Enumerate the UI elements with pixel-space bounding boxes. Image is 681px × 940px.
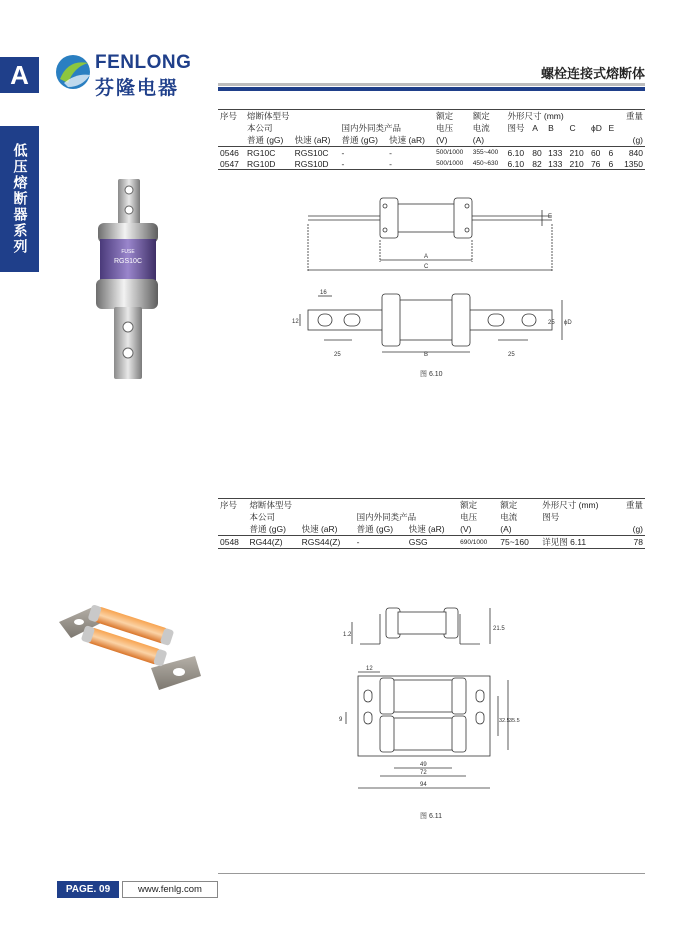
header-rule [218,83,645,86]
col-b: B [548,123,554,133]
col-volt-unit: (V) [434,134,471,147]
col-weight-unit: (g) [618,523,645,536]
dim-label: 9 [339,717,343,723]
brand-name-cn: 芬隆电器 [95,77,180,99]
header-rule-accent [218,87,645,91]
col-curr: 额定 [471,110,506,123]
dim-label: 16 [320,290,327,296]
col-gg2: 普通 (gG) [340,134,388,147]
col-ar: 快速 (aR) [293,134,340,147]
col-curr: 额定 [498,499,540,512]
col-seq: 序号 [218,110,245,123]
spec-table-2 [218,498,645,549]
col-company: 本公司 [247,123,273,133]
fenlong-logo-icon [54,53,94,91]
col-ar2: 快速 (aR) [387,134,434,147]
fuse-label-text: FUSE [121,249,135,255]
col-d: ϕD [590,123,602,133]
col-model: 熔断体型号 [248,499,459,512]
table-row: 0547 RG10D RGS10D - - 500/1000 450~630 6.10 82 133 210 76 6 1350 [220,158,643,169]
footer-rule [218,873,645,874]
dim-label: ϕD [564,320,572,326]
side-category-label: 低压熔断器系列 [0,126,39,272]
dim-label: 25 [334,352,341,358]
col-ar: 快速 (aR) [300,523,355,536]
dim-label: 94 [420,782,427,788]
fuse-model-text: RGS10C [113,258,143,265]
col-curr-unit: (A) [498,523,540,536]
col-e: E [608,123,615,133]
col-weight: 重量 [618,499,645,512]
dim-label: 1.2 [343,632,352,638]
drawing-fig-6-10 [292,190,580,375]
spec-table-1 [218,109,645,170]
col-ar2: 快速 (aR) [407,523,458,536]
dim-label: C [424,264,429,270]
dim-label: 35.5 [509,718,520,724]
col-dim: 外形尺寸 (mm) [506,110,618,123]
col-volt-unit: (V) [458,523,498,536]
dim-label: 25 [508,352,515,358]
col-gg: 普通 (gG) [248,523,300,536]
dim-label: 72 [420,770,427,776]
dim-label: 49 [420,762,427,768]
brand-name-en: FENLONG [95,52,192,73]
dim-label: 25 [548,320,555,326]
dim-label: E [548,214,553,220]
col-c: C [569,123,576,133]
col-curr-unit: (A) [471,134,506,147]
dim-label: 12 [366,666,373,672]
page-number: PAGE. 09 [57,881,119,898]
col-curr2: 电流 [500,512,518,522]
col-volt: 额定 [458,499,498,512]
col-curr2: 电流 [472,123,490,133]
col-model: 熔断体型号 [245,110,434,123]
col-volt: 额定 [434,110,471,123]
col-seq: 序号 [218,499,248,512]
fuse-photo-twin [55,590,205,710]
drawing-fig-6-11 [340,600,520,800]
col-weight: 重量 [618,110,645,123]
figure-caption: 图 6.11 [420,813,443,820]
col-volt2: 电压 [436,123,454,133]
col-gg2: 普通 (gG) [355,523,407,536]
fuse-photo-vertical [80,175,170,385]
figure-caption: 图 6.10 [420,371,443,378]
dim-label: 21.5 [493,626,505,632]
dim-label: A [424,254,429,260]
col-a: A [532,123,538,133]
col-dim: 外形尺寸 (mm) [540,499,618,512]
table-row: 0546 RG10C RGS10C - - 500/1000 355~400 6.10 80 133 210 60 6 840 [220,147,643,158]
dim-label: 12 [292,319,299,325]
col-weight-unit: (g) [618,134,645,147]
col-domestic: 国内外同类产品 [341,123,402,133]
page-title: 螺栓连接式熔断体 [540,67,645,82]
dim-label: 32.5 [499,718,510,724]
col-fig: 图号 [542,512,560,522]
dim-label: B [424,352,429,358]
section-tab: A [0,57,39,93]
col-company: 本公司 [249,512,276,522]
table-row: 0548 RG44(Z) RGS44(Z) - GSG 690/1000 75~160 详见图 6.11 78 [220,537,643,547]
col-gg: 普通 (gG) [245,134,293,147]
col-fig: 图号 [507,123,525,133]
col-volt2: 电压 [460,512,478,522]
website-link[interactable]: www.fenlg.com [122,881,218,898]
col-domestic: 国内外同类产品 [356,512,417,522]
